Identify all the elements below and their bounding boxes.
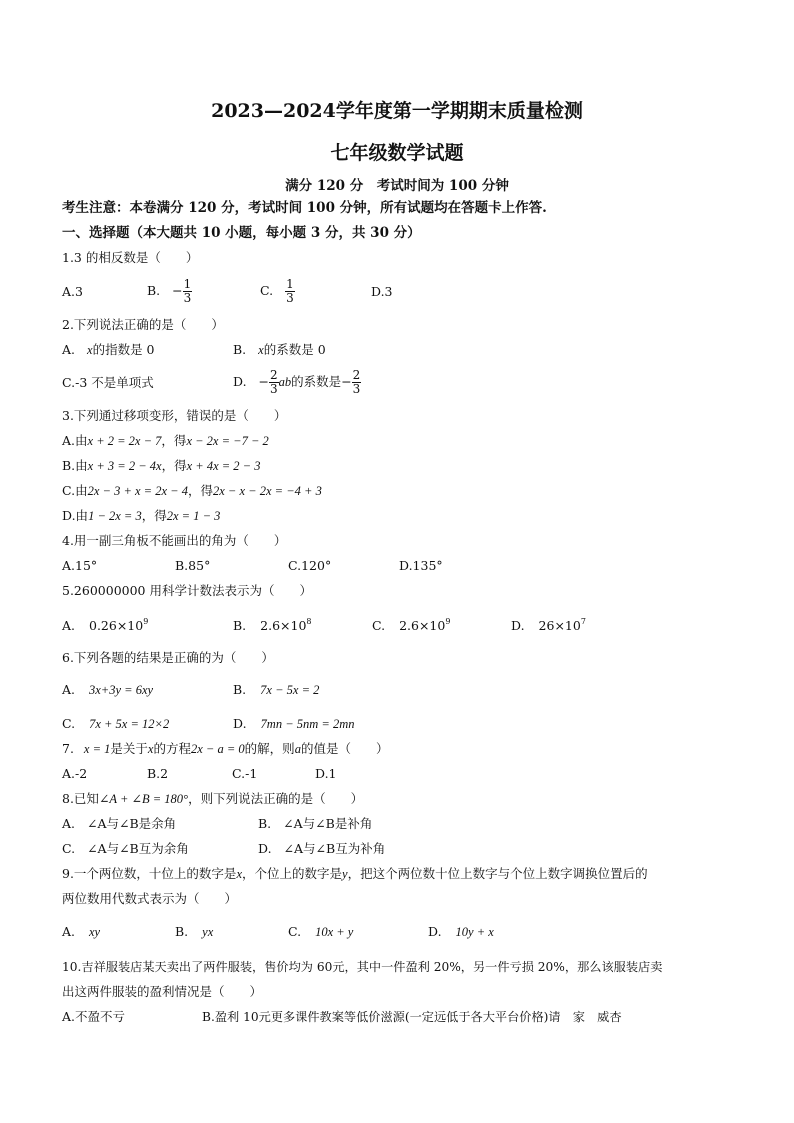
q2-b-var: x — [258, 343, 264, 357]
q6-option-a — [62, 681, 153, 699]
q2-a-var: x — [87, 343, 93, 357]
q5-option-c — [372, 617, 450, 635]
q9-text2: ，个位上的数字是 — [242, 866, 343, 881]
q2-d-sign1: − — [258, 374, 270, 389]
q9-var2: y — [342, 867, 348, 881]
q2-option-b — [233, 341, 326, 359]
q1-option-c — [260, 275, 295, 307]
q5-d-exp: 7 — [580, 617, 586, 626]
q8-b-text: ∠A与∠B是补角 — [283, 816, 373, 831]
q5-option-a — [62, 617, 148, 635]
notice: 考生注意：本卷满分 120 分，考试时间 100 分钟，所有试题均在答题卡上作答. — [62, 200, 547, 216]
q7-option-a: A.-2 — [62, 766, 88, 781]
q9-option-c — [288, 923, 353, 941]
q1-c-fraction — [285, 278, 295, 305]
q5-a-prefix: A. — [62, 618, 76, 633]
q5-d-prefix: D. — [511, 618, 525, 633]
q6-a-expr: 3x+3y = 6xy — [89, 683, 154, 697]
q3-d-eq2: 2x = 1 − 3 — [166, 509, 221, 523]
question-3-stem: 3.下列通过移项变形，错误的是（ ） — [62, 408, 287, 423]
q7-option-c: C.-1 — [232, 766, 258, 781]
q3-a-eq2: x − 2x = −7 − 2 — [186, 434, 269, 448]
q9-b-expr: yx — [202, 925, 214, 939]
q7-eq: x = 1 — [83, 742, 111, 756]
q6-b-expr: 7x − 5x = 2 — [260, 683, 320, 697]
q3-c-mid: ，得 — [187, 483, 213, 498]
q1-c-numerator: 1 — [286, 277, 294, 291]
question-4-stem: 4.用一副三角板不能画出的角为（ ） — [62, 533, 287, 548]
q5-option-d — [511, 617, 586, 635]
q9-d-prefix: D. — [428, 924, 442, 939]
q2-a-prefix: A. — [62, 342, 76, 357]
q2-option-a — [62, 341, 155, 359]
q5-a-base: 0.26×10 — [89, 618, 144, 633]
q2-b-prefix: B. — [233, 342, 247, 357]
q9-option-a — [62, 923, 100, 941]
q2-d-numerator1: 2 — [270, 368, 278, 382]
q1-b-fraction — [183, 278, 193, 305]
q9-var1: x — [236, 867, 242, 881]
q7-number: 7. — [62, 741, 74, 756]
q2-d-denominator1: 3 — [270, 382, 278, 396]
q3-d-eq1: 1 − 2x = 3 — [88, 509, 142, 523]
q1-c-prefix: C. — [260, 283, 274, 298]
exam-meta: 满分 120 分 考试时间为 100 分钟 — [285, 178, 509, 194]
q6-option-c — [62, 715, 169, 733]
q5-c-prefix: C. — [372, 618, 386, 633]
q8-d-text: ∠A与∠B互为补角 — [283, 841, 386, 856]
q9-text1: 9.一个两位数，十位上的数字是 — [62, 866, 237, 881]
q4-option-c: C.120° — [288, 558, 332, 573]
q2-d-text: 的系数是 — [291, 374, 342, 389]
q5-d-base: 26×10 — [538, 618, 581, 633]
q7-option-b: B.2 — [147, 766, 169, 781]
question-2-stem: 2.下列说法正确的是（ ） — [62, 317, 224, 332]
q3-b-eq2: x + 4x = 2 − 3 — [186, 459, 261, 473]
q9-text3: ，把这个两位数十位上数字与个位上数字调换位置后的 — [347, 866, 648, 881]
q9-d-expr: 10y + x — [455, 925, 494, 939]
q10-option-a: A.不盈不亏 — [62, 1009, 126, 1024]
exam-subtitle: 七年级数学试题 — [330, 142, 464, 164]
q3-d-mid: ，得 — [141, 508, 167, 523]
q8-d-prefix: D. — [258, 841, 272, 856]
q3-d-prefix: D.由 — [62, 508, 89, 523]
q7-eq2: 2x − a = 0 — [191, 742, 245, 756]
question-9-stem-line1 — [62, 865, 648, 883]
q2-b-text: 的系数是 0 — [263, 342, 326, 357]
q5-c-base: 2.6×10 — [399, 618, 446, 633]
q1-c-denominator: 3 — [286, 291, 294, 305]
q2-a-text: 的指数是 0 — [92, 342, 155, 357]
q2-d-fraction1 — [269, 369, 279, 396]
question-10-stem-line1: 10.吉祥服装店某天卖出了两件服装，售价均为 60元，其中一件盈利 20%，另一件亏损 20%，那么该服装店卖 — [62, 960, 663, 974]
question-5-stem: 5.260000000 用科学计数法表示为（ ） — [62, 583, 312, 598]
q7-option-d: D.1 — [315, 766, 337, 781]
q2-d-var: ab — [278, 375, 292, 389]
q1-b-numerator: 1 — [183, 277, 192, 291]
q3-c-eq2: 2x − x − 2x = −4 + 3 — [213, 484, 322, 498]
q5-b-exp: 8 — [306, 617, 312, 626]
q2-d-denominator2: 3 — [352, 382, 361, 396]
q7-text1: 是关于 — [110, 741, 148, 756]
q4-option-a: A.15° — [62, 558, 98, 573]
question-7-stem — [62, 740, 388, 758]
q1-b-denominator: 3 — [183, 291, 192, 305]
q9-c-expr: 10x + y — [315, 925, 354, 939]
question-8-stem — [62, 790, 363, 808]
q9-c-prefix: C. — [288, 924, 302, 939]
q9-option-b — [175, 923, 213, 941]
q3-b-mid: ，得 — [161, 458, 187, 473]
q1-option-b — [147, 275, 192, 307]
q8-option-c — [62, 840, 189, 858]
q6-option-d — [233, 715, 355, 733]
q3-b-prefix: B.由 — [62, 458, 88, 473]
q8-a-text: ∠A与∠B是余角 — [87, 816, 177, 831]
q3-a-prefix: A.由 — [62, 433, 88, 448]
q5-b-prefix: B. — [233, 618, 247, 633]
q1-b-sign: − — [172, 283, 183, 298]
q6-c-prefix: C. — [62, 716, 76, 731]
q6-c-expr: 7x + 5x = 12×2 — [89, 717, 170, 731]
q3-c-eq1: 2x − 3 + x = 2x − 4 — [87, 484, 188, 498]
q3-option-d — [62, 507, 220, 525]
q3-option-a — [62, 432, 269, 450]
q2-option-d — [233, 366, 361, 398]
q7-text2: 的方程 — [153, 741, 191, 756]
q7-text3: 的解，则 — [244, 741, 295, 756]
q3-b-eq1: x + 3 = 2 − 4x — [87, 459, 162, 473]
q7-var2: a — [294, 742, 301, 756]
q8-prefix: 8.已知 — [62, 791, 99, 806]
question-10-stem-line2: 出这两件服装的盈利情况是（ ） — [62, 984, 263, 999]
q7-var: x — [147, 742, 154, 756]
q1-b-prefix: B. — [147, 283, 161, 298]
q6-option-b — [233, 681, 319, 699]
exam-title: 2023—2024学年度第一学期期末质量检测 — [211, 100, 583, 122]
q5-option-b — [233, 617, 312, 635]
q2-d-prefix: D. — [233, 374, 247, 389]
q8-option-b — [258, 815, 372, 833]
q8-b-prefix: B. — [258, 816, 272, 831]
q8-c-prefix: C. — [62, 841, 76, 856]
q1-option-a: A.3 — [62, 284, 83, 299]
q8-c-text: ∠A与∠B互为余角 — [87, 841, 189, 856]
q5-c-exp: 9 — [445, 617, 451, 626]
q6-d-prefix: D. — [233, 716, 247, 731]
q5-a-exp: 9 — [143, 617, 149, 626]
q10-option-b: B.盈利 10元更多课件教案等低价滋源(一定远低于各大平台价格)请 家 威杏 — [202, 1010, 622, 1024]
q9-option-d — [428, 923, 494, 941]
q6-a-prefix: A. — [62, 682, 76, 697]
q2-d-sign2: − — [341, 374, 352, 389]
section-heading: 一、选择题（本大题共 10 小题，每小题 3 分，共 30 分） — [62, 225, 421, 241]
q2-d-numerator2: 2 — [352, 368, 361, 382]
q9-a-expr: xy — [89, 925, 101, 939]
q8-option-d — [258, 840, 385, 858]
q6-b-prefix: B. — [233, 682, 247, 697]
question-6-stem: 6.下列各题的结果是正确的为（ ） — [62, 650, 274, 665]
q9-a-prefix: A. — [62, 924, 76, 939]
q3-option-c — [62, 482, 322, 500]
q3-option-b — [62, 457, 261, 475]
question-9-stem-line2: 两位数用代数式表示为（ ） — [62, 891, 238, 906]
question-1-stem: 1.3 的相反数是（ ） — [62, 250, 199, 265]
q3-a-mid: ，得 — [161, 433, 187, 448]
q2-option-c: C.-3 不是单项式 — [62, 375, 154, 390]
q7-text4: 的值是（ ） — [300, 741, 389, 756]
q8-eq: ∠A + ∠B = 180° — [98, 792, 189, 806]
q8-option-a — [62, 815, 176, 833]
q3-c-prefix: C.由 — [62, 483, 88, 498]
q9-b-prefix: B. — [175, 924, 189, 939]
q4-option-b: B.85° — [175, 558, 211, 573]
q8-suffix: ，则下列说法正确的是（ ） — [188, 791, 364, 806]
q4-option-d: D.135° — [399, 558, 443, 573]
q6-d-expr: 7mn − 5nm = 2mn — [260, 717, 355, 731]
q1-option-d: D.3 — [371, 284, 393, 299]
q8-a-prefix: A. — [62, 816, 76, 831]
q3-a-eq1: x + 2 = 2x − 7 — [87, 434, 162, 448]
q2-d-fraction2 — [352, 369, 362, 396]
q5-b-base: 2.6×10 — [260, 618, 307, 633]
